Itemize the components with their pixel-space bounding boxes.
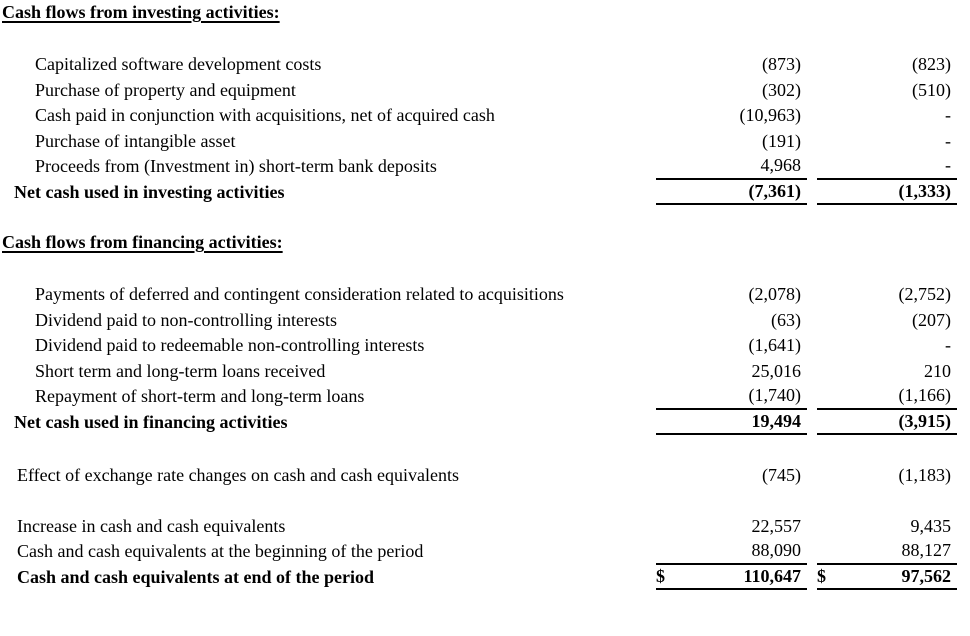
amount-column-2 (817, 514, 957, 540)
amount-column-1 (656, 333, 807, 359)
line-item-row (0, 282, 970, 308)
line-item-row (0, 129, 970, 155)
line-item-row (0, 333, 970, 359)
amount-column-1 (656, 180, 807, 206)
amount-column-2 (817, 78, 957, 104)
amount-column-1 (656, 384, 807, 410)
line-item-row (0, 384, 970, 410)
amount-column-1 (656, 565, 807, 591)
amount-column-2 (817, 359, 957, 385)
totals-rows (0, 514, 970, 591)
line-item-row (0, 103, 970, 129)
amount-value: (10,963) (739, 105, 801, 126)
amount-value: (2,078) (748, 284, 801, 305)
line-item-label: Increase in cash and cash equivalents (17, 515, 286, 536)
amount-value: - (945, 155, 951, 176)
line-item-label: Cash and cash equivalents at the beginning of the period (17, 541, 424, 562)
line-item-label: Cash and cash equivalents at end of the period (17, 566, 375, 587)
amount-column-2 (817, 180, 957, 206)
line-item-label: Effect of exchange rate changes on cash and cash equivalents (17, 465, 459, 486)
amount-value: (2,752) (898, 284, 951, 305)
amount-column-1 (656, 410, 807, 436)
amount-value: 210 (924, 360, 951, 381)
line-item-label: Net cash used in financing activities (14, 411, 288, 432)
line-item-row (0, 565, 970, 591)
section-investing-activities (0, 2, 970, 205)
amount-column-2 (817, 154, 957, 180)
line-item-row (0, 154, 970, 180)
line-item-label: Net cash used in investing activities (14, 181, 285, 202)
exchange-rows (0, 463, 970, 489)
amount-column-1 (656, 282, 807, 308)
amount-value: (873) (762, 54, 801, 75)
amount-value: (191) (762, 130, 801, 151)
amount-column-1 (656, 463, 807, 489)
amount-value: (1,740) (748, 385, 801, 406)
amount-column-1 (656, 78, 807, 104)
amount-column-2 (817, 463, 957, 489)
amount-value: (63) (771, 309, 801, 330)
section-cash-totals (0, 514, 970, 591)
amount-value: 22,557 (751, 515, 801, 536)
amount-value: (207) (912, 309, 951, 330)
amount-value: 19,494 (751, 410, 801, 431)
line-item-label: Repayment of short-term and long-term loans (35, 386, 365, 407)
amount-value: (1,166) (898, 385, 951, 406)
amount-column-2 (817, 384, 957, 410)
line-item-row (0, 52, 970, 78)
line-item-label: Dividend paid to non-controlling interests (35, 309, 337, 330)
amount-column-1 (656, 514, 807, 540)
line-item-label: Short term and long-term loans received (35, 360, 326, 381)
line-item-row (0, 410, 970, 436)
amount-column-2 (817, 565, 957, 591)
amount-value: (3,915) (898, 410, 951, 431)
section-header-text: Cash flows from financing activities: (2, 232, 283, 252)
amount-value: 88,090 (751, 540, 801, 561)
line-item-row (0, 514, 970, 540)
amount-column-2 (817, 333, 957, 359)
section-header-text: Cash flows from investing activities: (2, 2, 280, 22)
line-item-label: Dividend paid to redeemable non-controlling interests (35, 335, 425, 356)
amount-column-2 (817, 129, 957, 155)
line-item-label: Proceeds from (Investment in) short-term bank deposits (35, 156, 437, 177)
line-item-label: Capitalized software development costs (35, 54, 322, 75)
line-item-row (0, 78, 970, 104)
amount-column-2 (817, 539, 957, 565)
section-header-investing (0, 2, 970, 24)
amount-column-1 (656, 359, 807, 385)
section-exchange-rate-effect (0, 463, 970, 489)
line-item-row (0, 539, 970, 565)
line-item-label: Payments of deferred and contingent consideration related to acquisitions (35, 284, 564, 305)
line-item-row (0, 180, 970, 206)
amount-value: (7,361) (748, 180, 801, 201)
amount-value: - (945, 105, 951, 126)
amount-column-1 (656, 129, 807, 155)
amount-column-1 (656, 103, 807, 129)
currency-symbol: $ (817, 565, 826, 586)
amount-value: 110,647 (743, 565, 801, 586)
amount-value: - (945, 335, 951, 356)
amount-value: 9,435 (910, 515, 951, 536)
amount-column-2 (817, 308, 957, 334)
amount-value: 4,968 (760, 155, 801, 176)
currency-symbol: $ (656, 565, 665, 586)
line-item-row (0, 359, 970, 385)
line-item-label: Purchase of property and equipment (35, 79, 296, 100)
line-item-row (0, 308, 970, 334)
amount-value: 88,127 (901, 540, 951, 561)
amount-value: (1,641) (748, 335, 801, 356)
amount-value: (823) (912, 54, 951, 75)
investing-rows (0, 52, 970, 205)
amount-column-1 (656, 52, 807, 78)
amount-value: (1,183) (898, 465, 951, 486)
section-financing-activities (0, 232, 970, 435)
financing-rows (0, 282, 970, 435)
line-item-row (0, 463, 970, 489)
amount-value: (745) (762, 465, 801, 486)
amount-column-2 (817, 103, 957, 129)
amount-value: (510) (912, 79, 951, 100)
amount-column-1 (656, 308, 807, 334)
amount-value: - (945, 130, 951, 151)
amount-value: 97,562 (901, 565, 951, 586)
line-item-label: Purchase of intangible asset (35, 130, 236, 151)
amount-column-2 (817, 52, 957, 78)
amount-column-2 (817, 282, 957, 308)
amount-value: 25,016 (751, 360, 801, 381)
amount-value: (1,333) (898, 180, 951, 201)
section-header-financing (0, 232, 970, 254)
amount-column-2 (817, 410, 957, 436)
amount-column-1 (656, 539, 807, 565)
amount-value: (302) (762, 79, 801, 100)
amount-column-1 (656, 154, 807, 180)
line-item-label: Cash paid in conjunction with acquisitions, net of acquired cash (35, 105, 495, 126)
